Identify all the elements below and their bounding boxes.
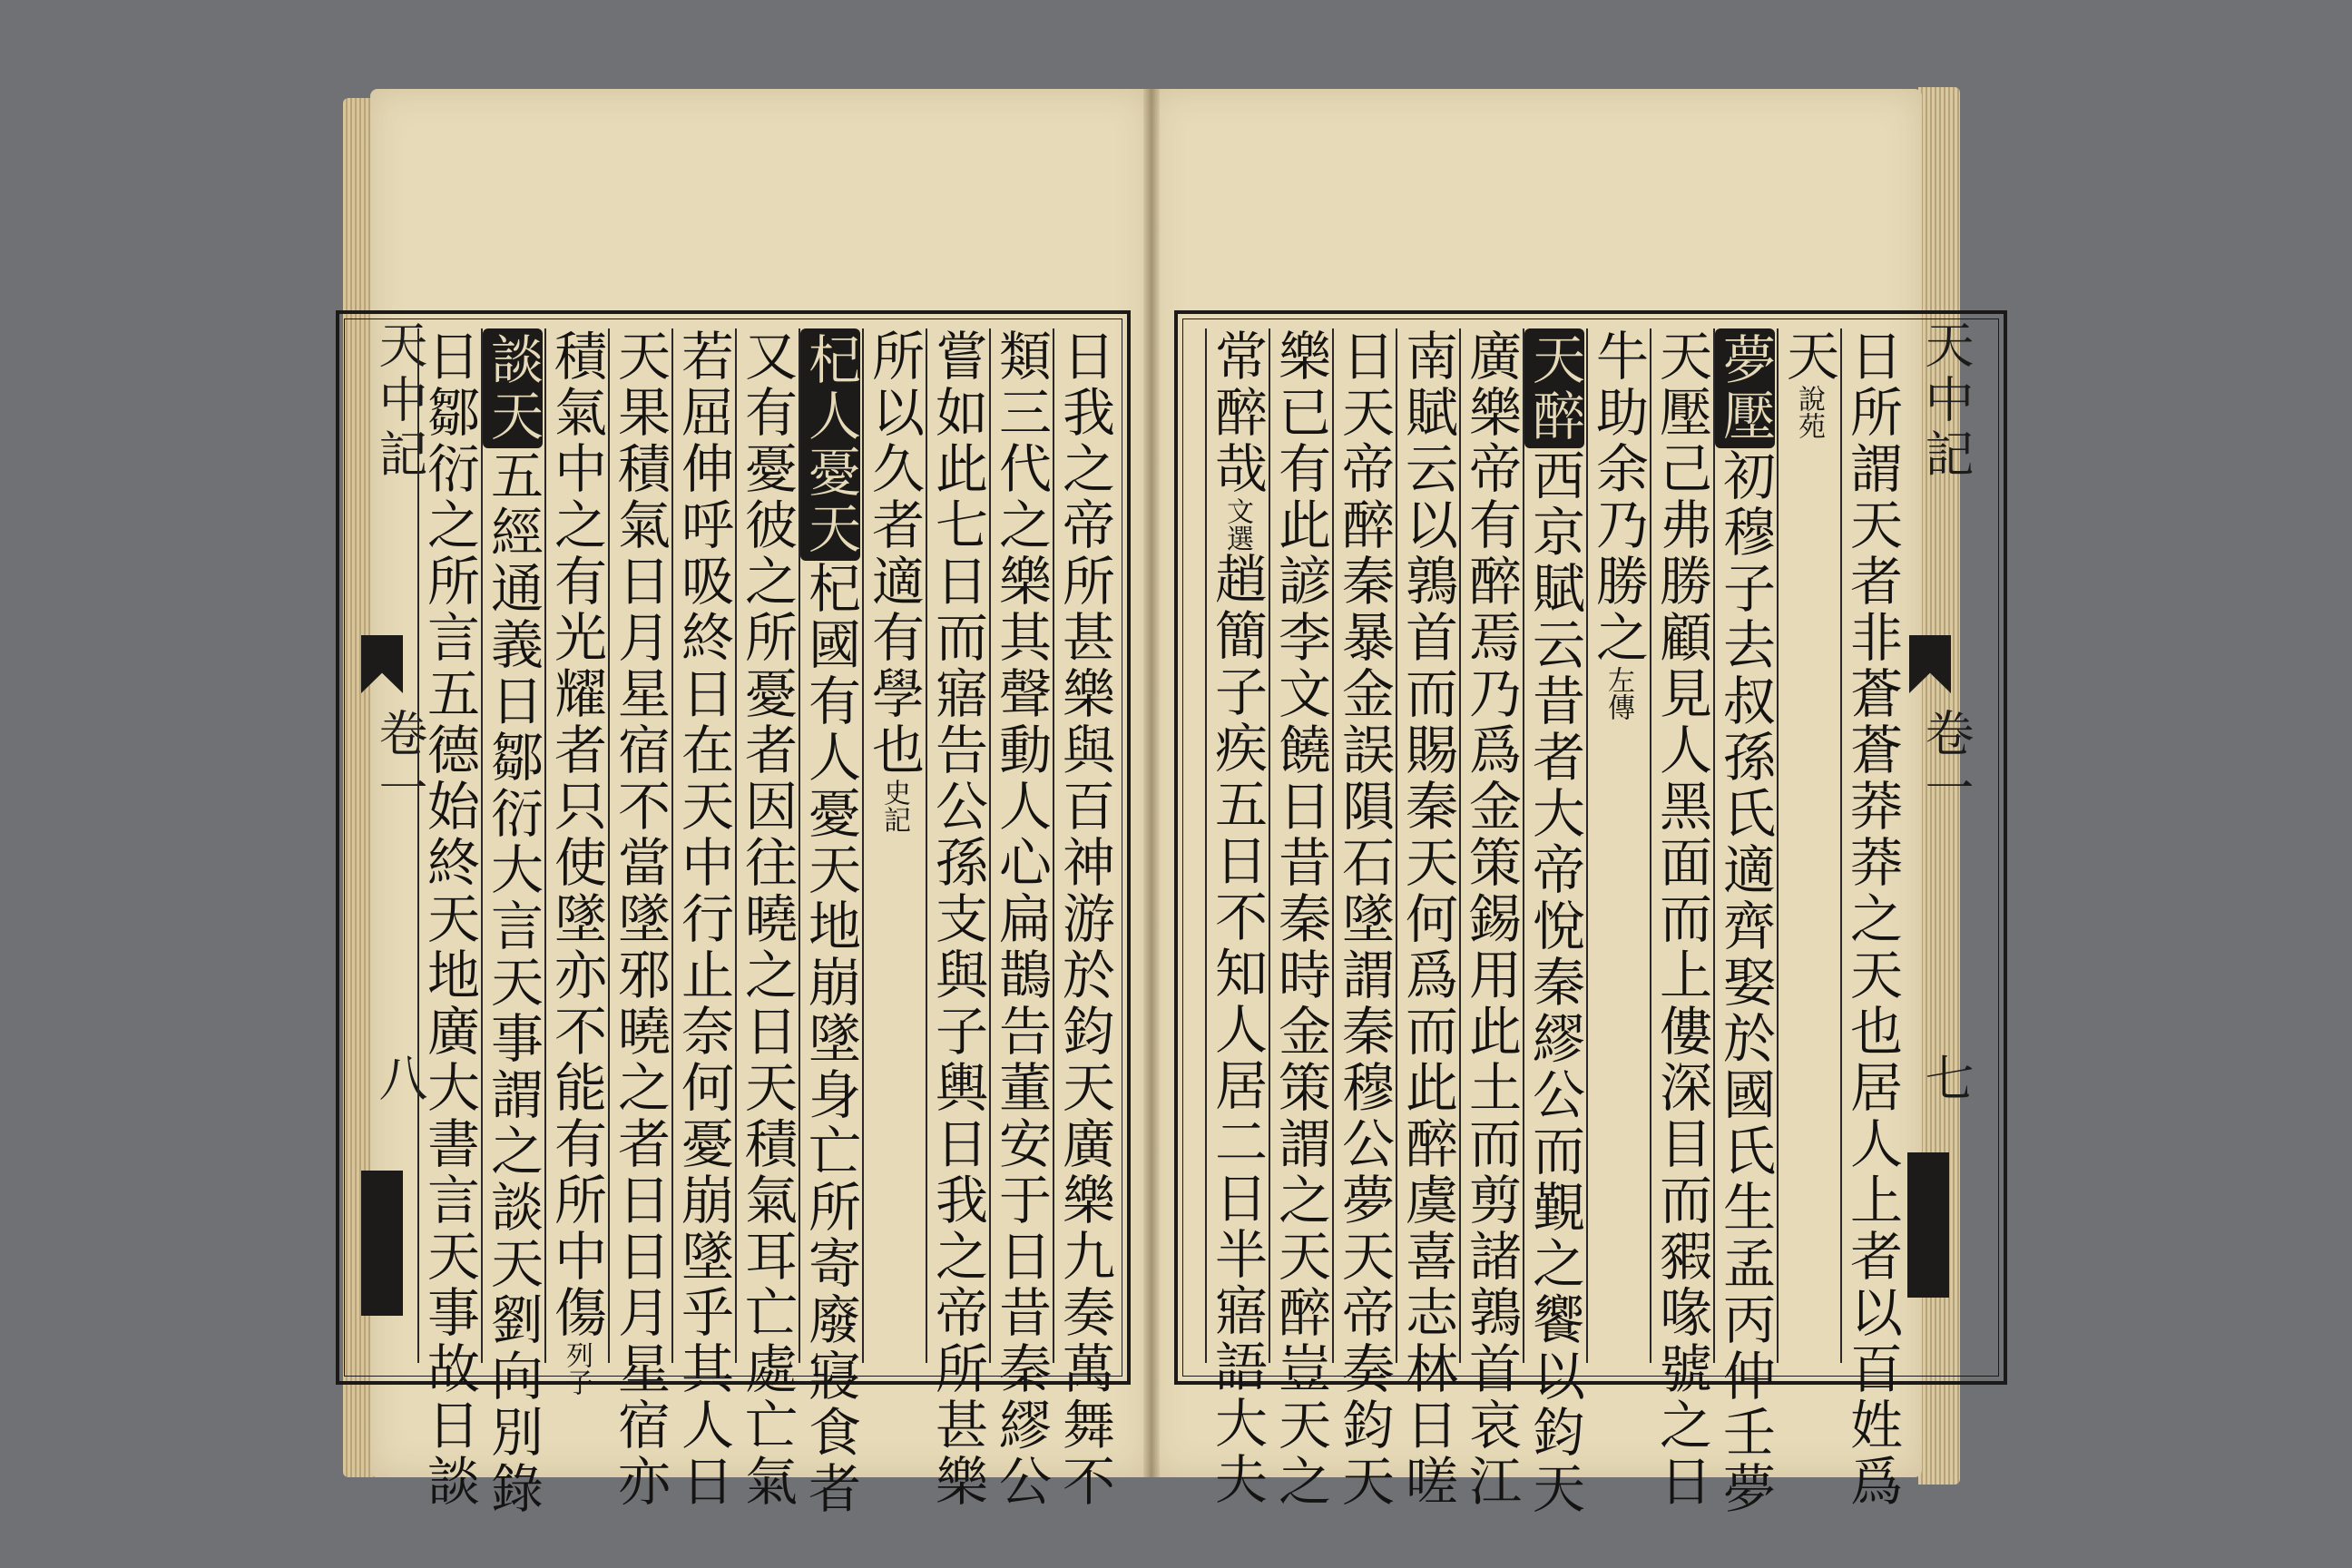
right-column-text: 西京賦云昔者大帝悅秦繆公而覲之饗以鈞天 <box>1524 448 1585 1517</box>
right-spine-volume: 卷一 <box>1917 708 1975 817</box>
left-column-1 <box>1053 328 1115 1510</box>
left-column-text: 又有憂彼之所憂者因往曉之日天積氣耳亡處亡氣 <box>736 328 798 1510</box>
right-spine-title: 天中記 <box>1917 319 1975 483</box>
left-column-text: 類三代之樂其聲動人心扁鵲告董安于日昔秦繆公 <box>990 328 1052 1510</box>
right-column-text: 天壓己弗勝顧見人黑面而上僂深目而豭喙號之日 <box>1651 328 1712 1510</box>
right-column-8 <box>1396 328 1458 1510</box>
right-column-4 <box>1650 328 1712 1510</box>
book-gutter <box>1143 89 1160 1477</box>
right-column-9 <box>1332 328 1395 1510</box>
left-column-text: 日我之帝所甚樂與百神游於鈞天廣樂九奏萬舞不 <box>1054 328 1115 1510</box>
left-source-note: 列子 <box>561 1341 593 1396</box>
right-column-text: 樂已有此諺李文饒日昔秦時金策謂之天醉豈天之 <box>1269 328 1331 1510</box>
left-column-text: 五經通義日鄒衍大言天事謂之談天劉向別錄 <box>482 448 544 1517</box>
left-spine-title: 天中記 <box>371 319 428 483</box>
right-column-text: 廣樂帝有醉焉乃爲金策錫用此土而剪諸鶉首哀江 <box>1460 328 1522 1510</box>
left-column-text: 積氣中之有光耀者只使墜亦不能有所中傷 <box>545 328 607 1341</box>
right-column-5 <box>1586 328 1648 1363</box>
left-column-6 <box>735 328 798 1510</box>
right-column-text: 天 <box>1778 328 1839 385</box>
right-column-10 <box>1269 328 1331 1510</box>
left-column-text: 所以久者適有學也 <box>863 328 925 779</box>
left-section-heading-tag: 談天 <box>483 328 543 448</box>
right-column-text-continued: 趙簡子疾五日不知人居二日半寤語大夫 <box>1206 552 1268 1508</box>
right-column-11 <box>1205 328 1268 1508</box>
left-column-text: 杞國有人憂天地崩墜身亡所寄廢寢食者 <box>799 561 861 1517</box>
left-column-5 <box>799 328 861 1517</box>
left-column-text: 嘗如此七日而寤告公孫支與子輿日我之帝所甚樂 <box>926 328 988 1510</box>
right-column-2 <box>1777 328 1838 1363</box>
left-column-text: 若屈伸呼吸終日在天中行止奈何憂崩墜乎其人日 <box>672 328 734 1510</box>
right-section-heading-tag: 夢壓 <box>1715 328 1775 448</box>
right-column-text: 初穆子去叔孫氏適齊娶於國氏生孟丙仲壬夢 <box>1714 448 1776 1517</box>
left-column-2 <box>989 328 1052 1510</box>
right-section-heading-tag: 天醉 <box>1524 328 1584 448</box>
right-source-note: 左傳 <box>1602 666 1634 720</box>
left-column-7 <box>671 328 734 1510</box>
left-spine-volume: 卷一 <box>371 708 428 817</box>
left-column-8 <box>608 328 671 1510</box>
left-column-9 <box>544 328 607 1396</box>
right-column-text: 常醉哉 <box>1206 328 1268 497</box>
left-column-10 <box>481 328 544 1517</box>
right-column-7 <box>1459 328 1522 1510</box>
right-source-note: 文選 <box>1221 497 1253 552</box>
right-source-note: 說苑 <box>1793 385 1825 439</box>
left-column-text: 天果積氣日月星宿不當墜邪曉之者日日月星宿亦 <box>609 328 671 1510</box>
right-spine-page: 七 <box>1917 1053 1975 1107</box>
right-column-text: 南賦云以鶉首而賜秦天何爲而此醉虞喜志林日嗟 <box>1396 328 1458 1510</box>
right-black-mouth <box>1907 1152 1949 1298</box>
left-column-4 <box>862 328 924 1363</box>
right-column-1 <box>1840 328 1903 1510</box>
right-column-text: 日天帝醉秦暴金誤隕石墜謂秦穆公夢天帝奏鈞天 <box>1333 328 1395 1510</box>
left-section-heading-tag: 杞人憂天 <box>800 328 860 561</box>
left-source-note: 史記 <box>878 779 910 833</box>
left-spine-page: 八 <box>371 1053 428 1107</box>
right-column-text: 日所謂天者非蒼蒼莽莽之天也居人上者以百姓爲 <box>1841 328 1903 1510</box>
right-column-6 <box>1523 328 1585 1517</box>
right-column-text: 牛助余乃勝之 <box>1587 328 1649 666</box>
left-column-11 <box>417 328 480 1510</box>
right-column-3 <box>1713 328 1776 1517</box>
left-column-3 <box>926 328 988 1510</box>
left-column-text: 日鄒衍之所言五德始終天地廣大書言天事故日談 <box>418 328 480 1510</box>
left-black-mouth <box>361 1171 403 1316</box>
